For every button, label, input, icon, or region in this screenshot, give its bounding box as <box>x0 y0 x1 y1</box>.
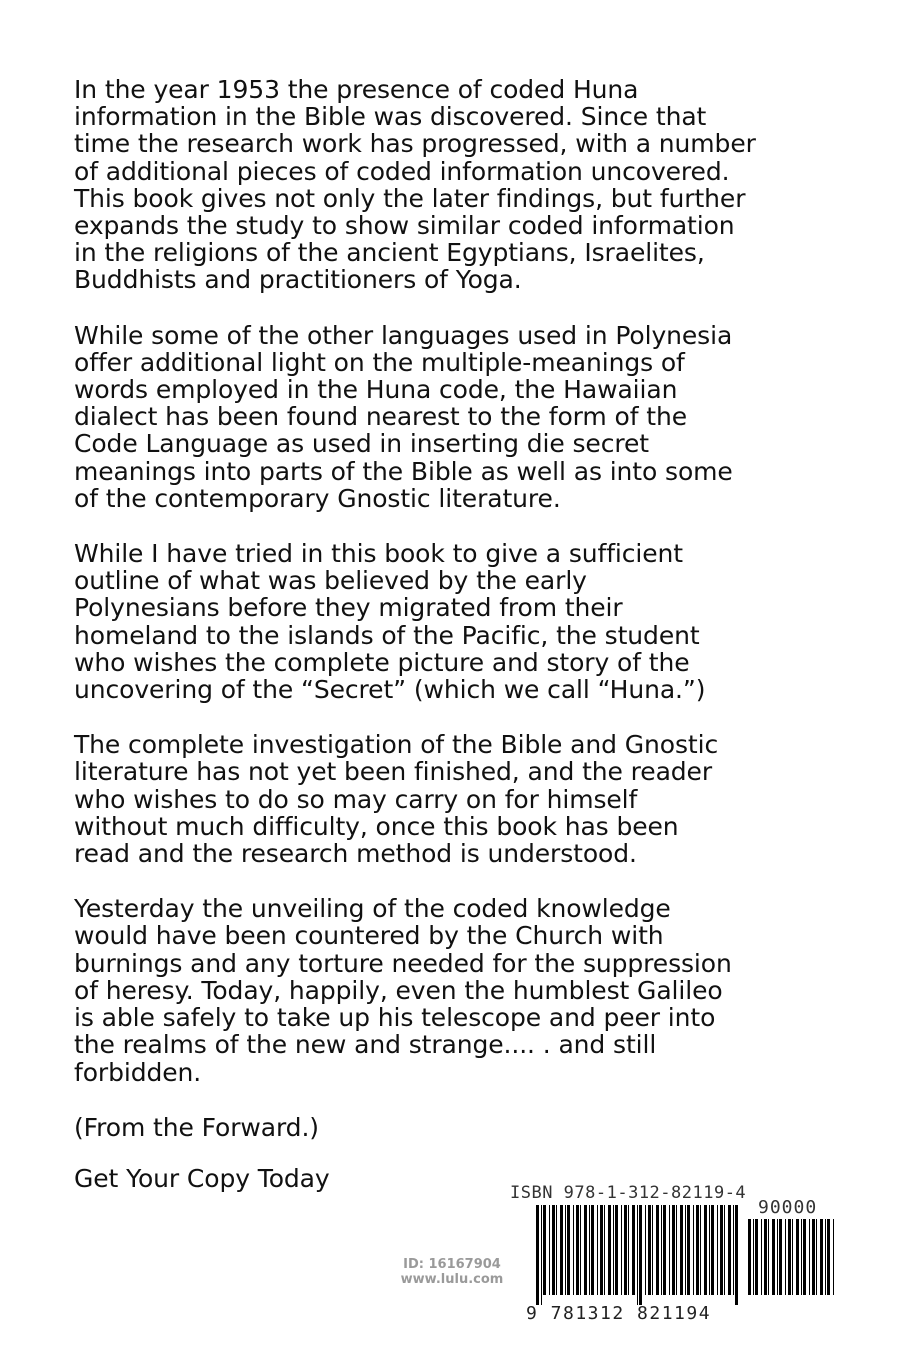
barcode-bar <box>608 1205 611 1295</box>
barcode-bar <box>567 1205 570 1295</box>
paragraph-2: While some of the other languages used in Polynesia offer additional light on the multiple-meanings of words employed in the Huna code, the Hawaiian dialect has been found nearest to the form of the Code Language as used in inserting die secret meanings into parts of the Bible as well as into some of the contemporary Gnostic literature. <box>74 320 733 513</box>
barcode-bar <box>812 1219 815 1295</box>
barcode-bar <box>704 1205 707 1295</box>
source-note: (From the Forward.) <box>74 1112 319 1142</box>
barcode-bar <box>576 1205 579 1295</box>
barcode-bar <box>801 1219 802 1295</box>
barcode-bar <box>652 1205 653 1295</box>
isbn-barcode <box>508 1183 838 1327</box>
barcode-bar <box>724 1205 725 1295</box>
barcode-bar <box>624 1205 627 1295</box>
barcode-bar <box>552 1205 555 1295</box>
barcode-bar <box>820 1219 823 1295</box>
barcode-bar <box>796 1219 799 1295</box>
barcode-bar <box>711 1205 714 1295</box>
barcode-bar <box>764 1219 767 1295</box>
barcode-bar <box>541 1205 542 1305</box>
paragraph-4: The complete investigation of the Bible and Gnostic literature has not yet been finished, and the reader who wishes to do so may carry on for himself without much difficulty, once this book has been read and the research method is understood. <box>74 730 719 869</box>
barcode-bar <box>621 1205 622 1295</box>
barcode-bar <box>755 1219 758 1295</box>
barcode-bar <box>827 1219 830 1295</box>
barcode-bar <box>809 1219 810 1295</box>
barcode-bar <box>613 1205 614 1295</box>
barcode-bar <box>637 1205 638 1305</box>
isbn-label: ISBN 978-1-312-82119-4 <box>510 1183 747 1203</box>
barcode-bar <box>685 1205 686 1295</box>
lulu-id: ID: 16167904 <box>403 1257 501 1272</box>
barcode-bar <box>615 1205 618 1295</box>
barcode-bar <box>700 1205 701 1295</box>
lulu-url: www.lulu.com <box>400 1272 504 1287</box>
barcode-bar <box>632 1205 635 1295</box>
paragraph-1: In the year 1953 the presence of coded Huna information in the Bible was discovered. Since that time the research work has progressed, with a number of additional pieces of coded information uncovered. This book gives not only the later findings, but further expands the study to show similar coded information in the religions of the ancient Egyptians, Israelites, Buddhists and practitioners of Yoga. <box>74 75 756 295</box>
barcode-bar <box>777 1219 778 1295</box>
barcode-bar <box>656 1205 659 1295</box>
barcode-bar <box>717 1205 718 1295</box>
barcode-bar <box>753 1219 754 1295</box>
barcode-bar <box>768 1219 769 1295</box>
barcode-bar <box>728 1205 731 1295</box>
barcode-bar <box>663 1205 666 1295</box>
barcode-bar <box>803 1219 806 1295</box>
blurb <box>74 76 864 1220</box>
addon-bars <box>748 1219 838 1305</box>
barcode-bar <box>676 1205 677 1295</box>
barcode-bar <box>779 1219 782 1295</box>
barcode-bar <box>628 1205 629 1295</box>
barcode-bar <box>709 1205 710 1295</box>
barcode-bar <box>573 1205 574 1295</box>
barcode-bar <box>696 1205 699 1295</box>
barcode-bar <box>565 1205 566 1295</box>
barcode-bar <box>584 1205 587 1295</box>
lulu-id-block <box>392 1257 512 1287</box>
barcode-bar <box>687 1205 690 1295</box>
barcode-bar <box>693 1205 694 1295</box>
barcode-bar <box>669 1205 670 1295</box>
barcode-bar <box>549 1205 550 1295</box>
barcode-bar <box>833 1219 834 1295</box>
barcode-bar <box>600 1205 603 1295</box>
addon-number: 90000 <box>758 1197 818 1218</box>
barcode-bar <box>597 1205 598 1295</box>
barcode-bar <box>645 1205 646 1295</box>
barcode-bar <box>648 1205 651 1295</box>
barcode-bar <box>792 1219 793 1295</box>
barcode-bar <box>672 1205 675 1295</box>
barcode-bar <box>560 1205 563 1295</box>
barcode-bar <box>580 1205 581 1295</box>
barcode-bar <box>556 1205 557 1295</box>
barcode-bar <box>661 1205 662 1295</box>
barcode-bar <box>543 1205 546 1295</box>
barcode-bar <box>735 1205 738 1305</box>
barcode-bar <box>604 1205 605 1295</box>
paragraph-3: While I have tried in this book to give a sufficient outline of what was believed by the early Polynesians before they migrated from their homeland to the islands of the Pacific, the student who wishes the complete picture and story of the uncovering of the “Secret” (which we call “Huna.”) <box>74 539 706 705</box>
barcode-bar <box>680 1205 683 1295</box>
barcode-bar <box>816 1219 817 1295</box>
barcode-bar <box>536 1205 539 1305</box>
ean-digits: 9 781312 821194 <box>526 1303 712 1324</box>
barcode-bar <box>733 1205 734 1295</box>
barcode-bar <box>785 1219 786 1295</box>
barcode-bar <box>788 1219 791 1295</box>
barcode-bar <box>591 1205 594 1295</box>
ean13-bars <box>536 1205 741 1305</box>
barcode-bar <box>761 1219 762 1295</box>
barcode-bar <box>748 1219 751 1295</box>
barcode-bar <box>589 1205 590 1295</box>
barcode-bar <box>639 1205 642 1305</box>
barcode-bar <box>720 1205 723 1295</box>
barcode-bar <box>825 1219 826 1295</box>
barcode-bar <box>772 1219 775 1295</box>
call-to-action: Get Your Copy Today <box>74 1163 330 1193</box>
paragraph-5: Yesterday the unveiling of the coded knowledge would have been countered by the Church with burnings and any torture needed for the suppression of heresy. Today, happily, even the humblest Galileo is able safely to take up his telescope and peer into the realms of the new and strange.... . and still forbidden. <box>74 894 732 1087</box>
